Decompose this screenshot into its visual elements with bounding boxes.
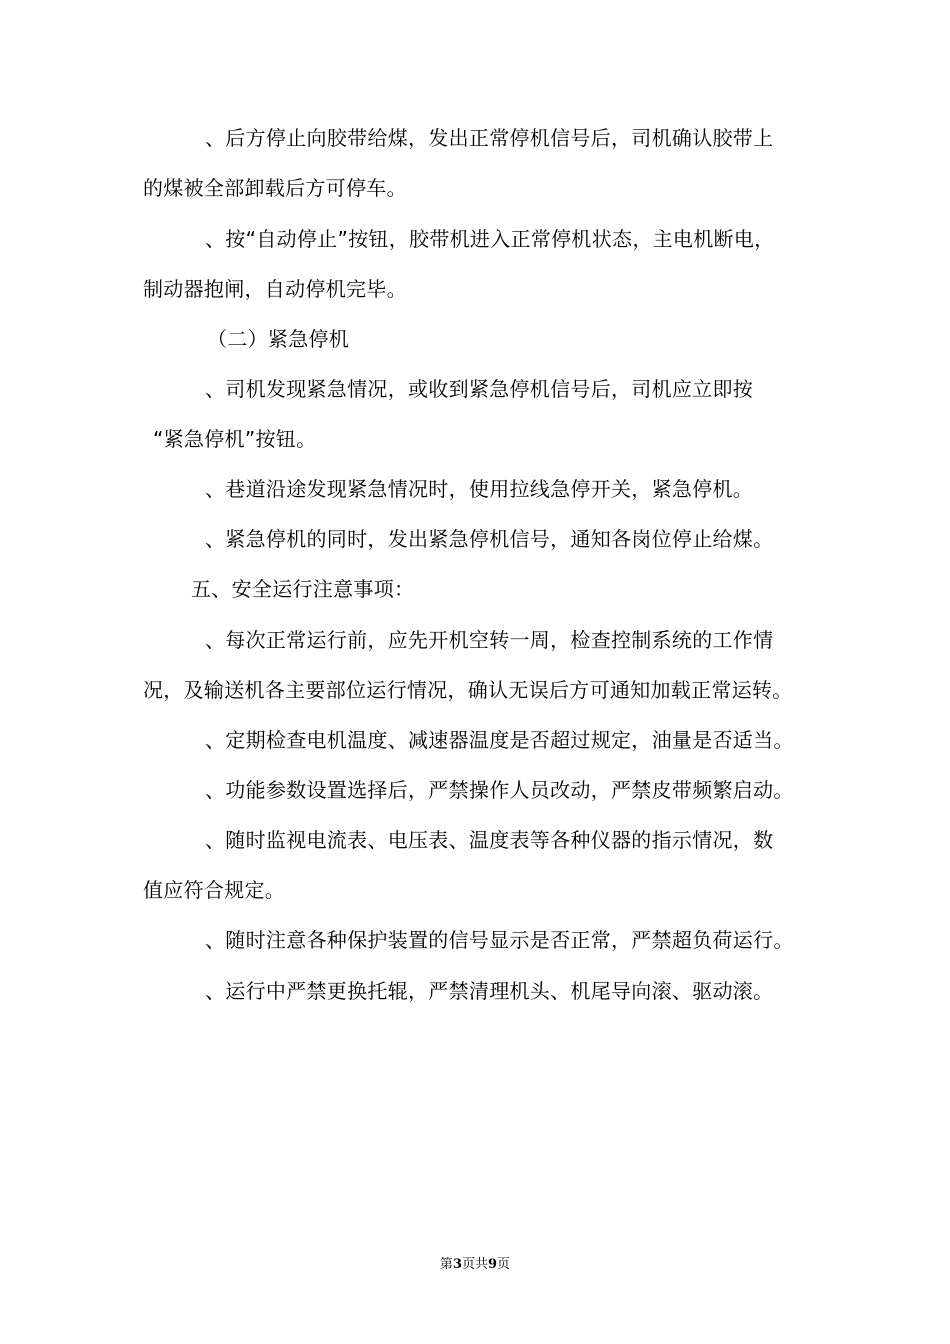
footer-current-page: 3 (452, 1257, 462, 1272)
paragraph-5-line-1: 、巷道沿途发现紧急情况时，使用拉线急停开关，紧急停机。 (205, 477, 754, 501)
paragraph-6-line-1: 、紧急停机的同时，发出紧急停机信号，通知各岗位停止给煤。 (205, 527, 774, 551)
page-footer (0, 1256, 950, 1274)
footer-prefix: 第 (439, 1257, 453, 1272)
section-heading-emergency-stop: （二）紧急停机 (207, 327, 350, 351)
paragraph-8-line-1: 、每次正常运行前，应先开机空转一周，检查控制系统的工作情 (205, 628, 774, 652)
paragraph-4-line-2: “紧急停机”按钮。 (153, 427, 317, 451)
paragraph-13-line-1: 、运行中严禁更换托辊，严禁清理机头、机尾导向滚、驱动滚。 (205, 979, 774, 1003)
paragraph-9-line-1: 、定期检查电机温度、减速器温度是否超过规定，油量是否适当。 (205, 728, 794, 752)
section-heading-safety: 五、安全运行注意事项： (191, 577, 415, 601)
paragraph-11-line-1: 、随时监视电流表、电压表、温度表等各种仪器的指示情况，数 (205, 828, 774, 852)
footer-total-pages: 9 (488, 1257, 498, 1272)
paragraph-1-line-1: 、后方停止向胶带给煤，发出正常停机信号后，司机确认胶带上 (205, 126, 774, 150)
paragraph-11-line-2: 值应符合规定。 (143, 878, 286, 902)
paragraph-10-line-1: 、功能参数设置选择后，严禁操作人员改动，严禁皮带频繁启动。 (205, 778, 794, 802)
paragraph-1-line-2: 的煤被全部卸载后方可停车。 (143, 176, 407, 200)
paragraph-8-line-2: 况，及输送机各主要部位运行情况，确认无误后方可通知加载正常运转。 (143, 678, 793, 702)
paragraph-2-line-2: 制动器抱闸，自动停机完毕。 (143, 277, 407, 301)
footer-middle: 页共 (461, 1257, 488, 1272)
paragraph-12-line-1: 、随时注意各种保护装置的信号显示是否正常，严禁超负荷运行。 (205, 928, 794, 952)
paragraph-2-line-1: 、按“自动停止”按钮，胶带机进入正常停机状态，主电机断电， (205, 227, 775, 251)
footer-suffix: 页 (497, 1257, 511, 1272)
paragraph-4-line-1: 、司机发现紧急情况，或收到紧急停机信号后，司机应立即按 (205, 377, 754, 401)
